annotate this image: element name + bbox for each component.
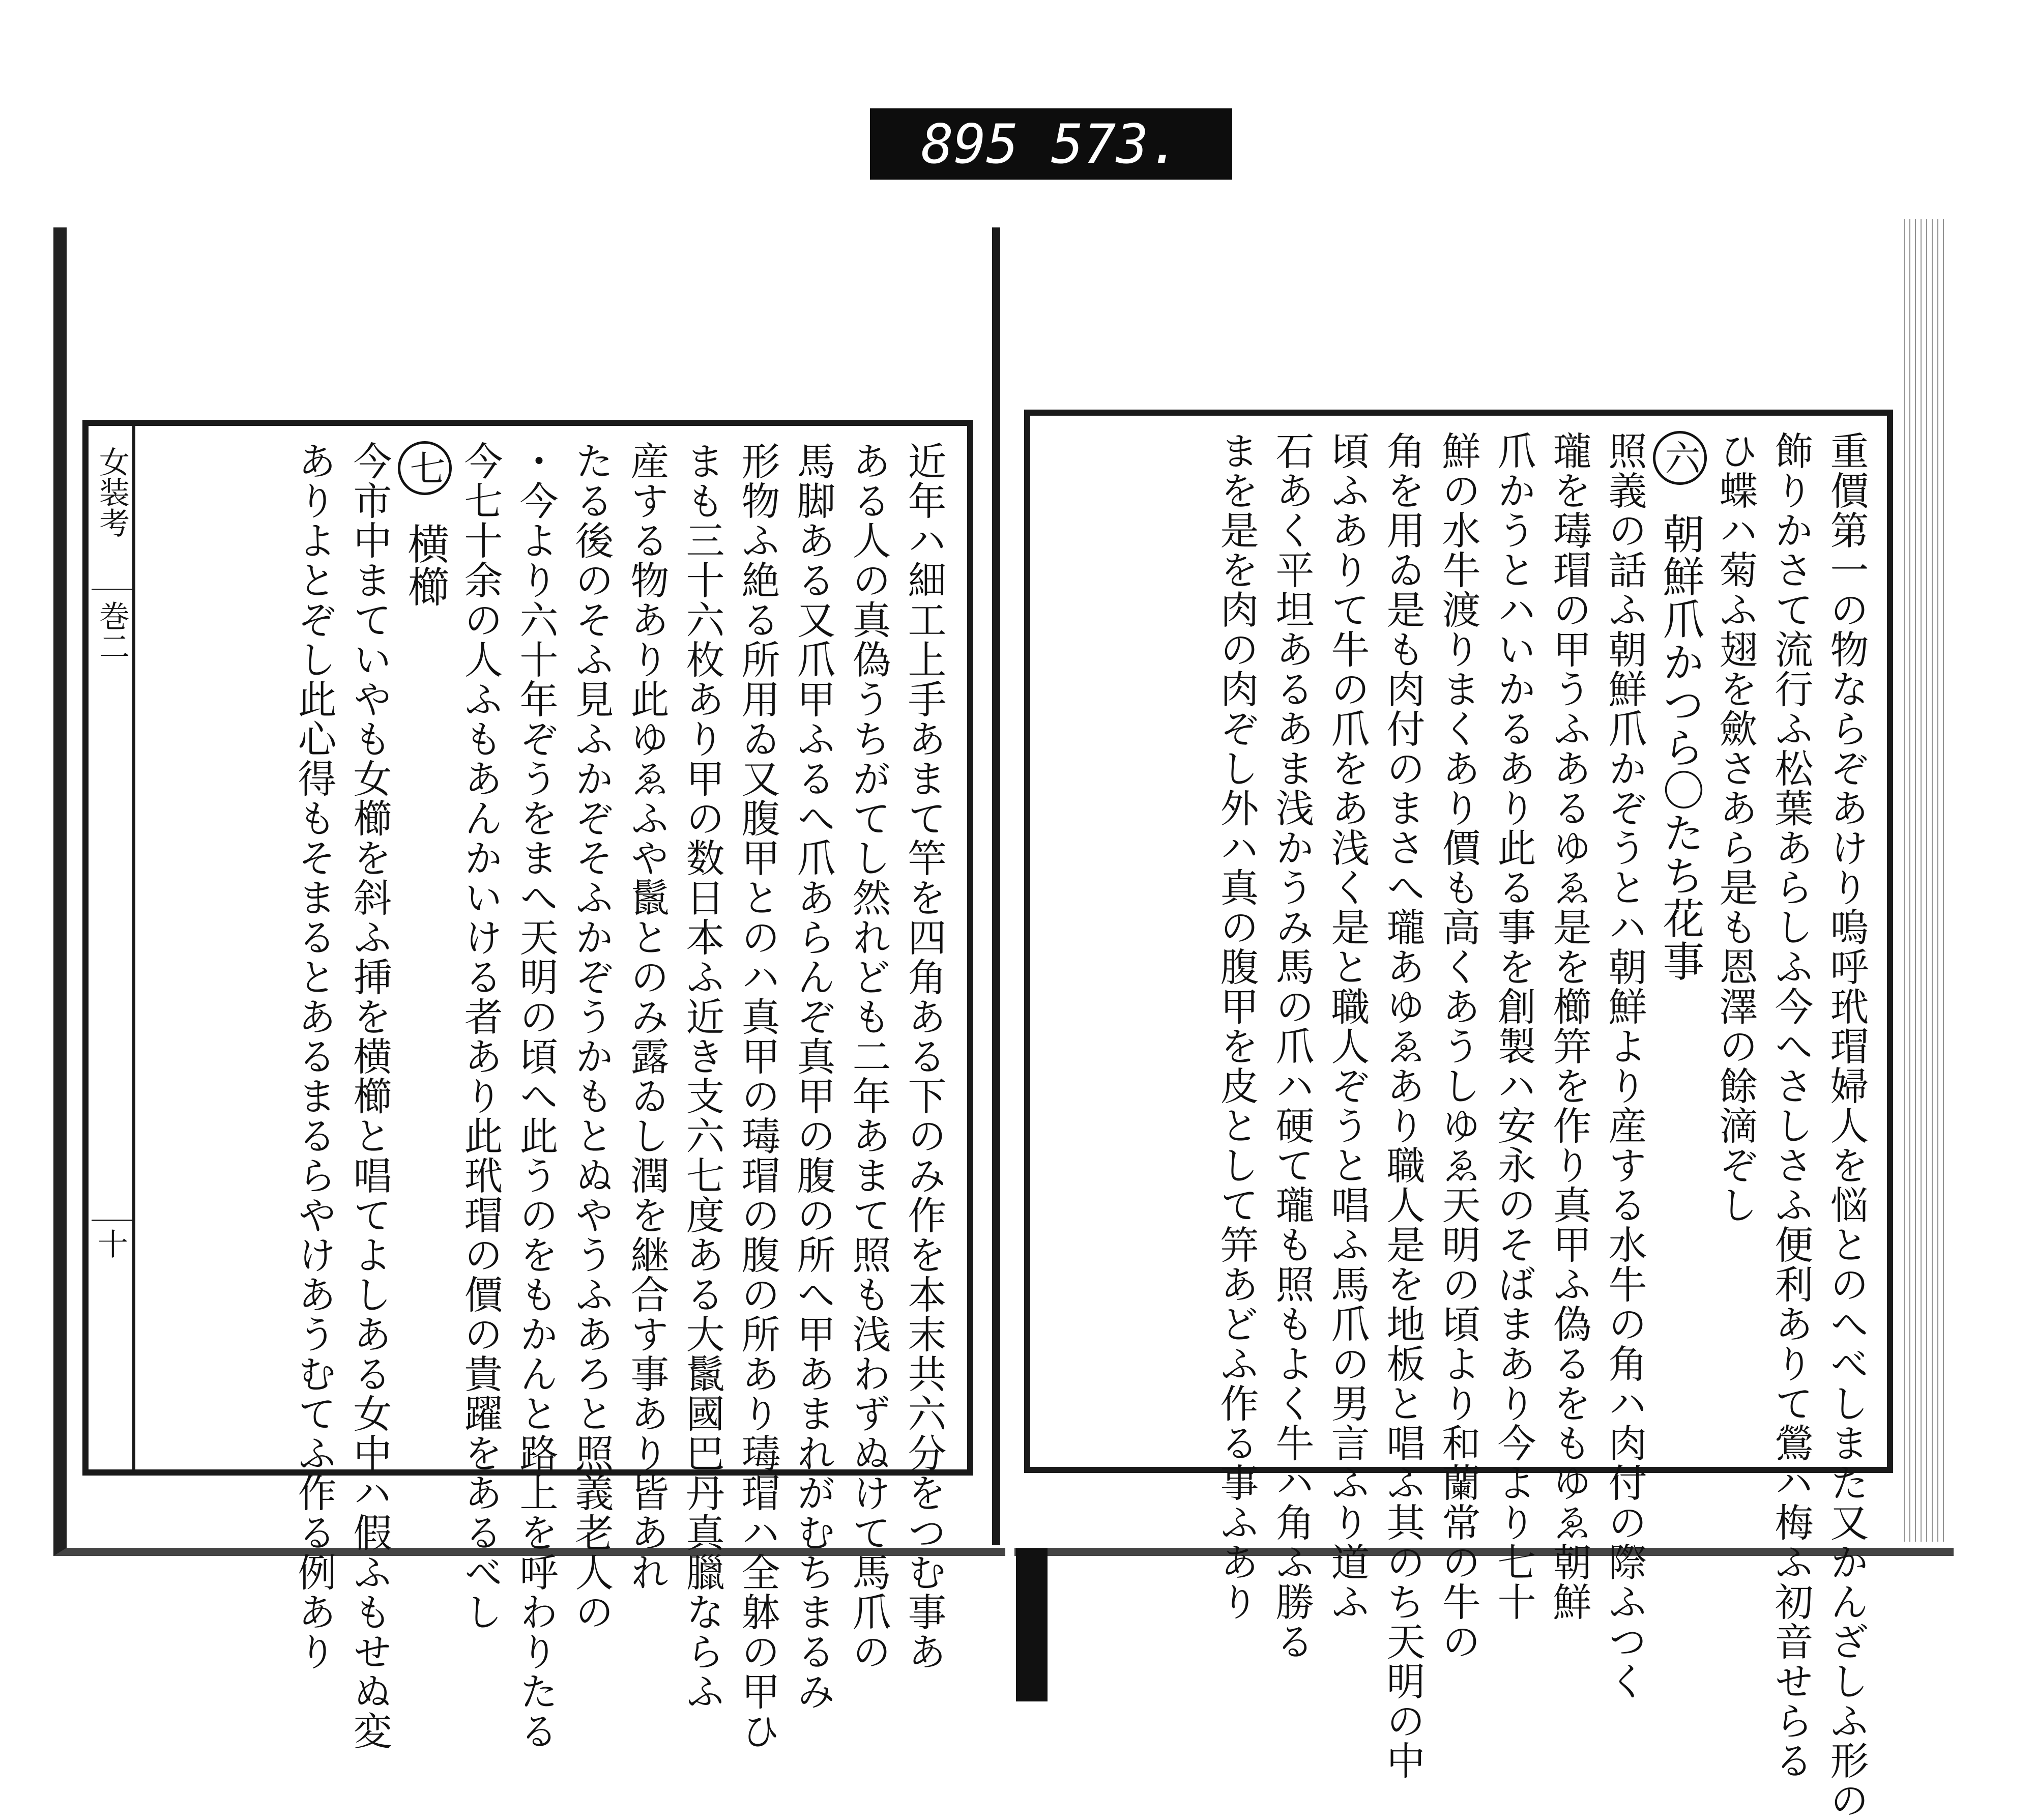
text-column: 近年ハ細工上手あまて竿を四角ある下のみ作を本末共六分をつむ事あ <box>902 441 947 1671</box>
text-column: 今七十余の人ふもあんかいける者あり此玳瑁の價の貴躍をあるべし <box>458 441 503 1632</box>
text-column: たる後のそふ見ふかぞそふかぞうかもとぬやうふあろと照義老人の <box>569 441 614 1632</box>
text-column: 重價第一の物ならぞあけり嗚呼玳瑁婦人を悩とのへべしまた又かんざしふ形の <box>1824 431 1869 1820</box>
right-text-frame <box>1024 410 1893 1820</box>
section-number-mark: 六 <box>1653 431 1707 485</box>
book-gutter <box>992 227 1000 1545</box>
section-heading <box>1652 431 1708 1457</box>
text-column: 今市中まていやも女櫛を斜ふ挿を横櫛と唱てよしある女中ハ假ふもせぬ変 <box>347 441 392 1751</box>
text-column: 爪かうとハいかるあり此る事を創製ハ安永のそばまあり今より七十 <box>1491 431 1536 1622</box>
text-column: 角を用ゐ是も肉付のまさへ瓏あゆゑあり職人是を地板と唱ふ其のち天明の中 <box>1380 431 1426 1780</box>
binding-stub <box>1016 1548 1048 1701</box>
left-text-frame <box>82 420 973 1751</box>
volume-label: 巻二 <box>92 589 132 661</box>
text-column: 飾りかさて流行ふ松葉あらしふ今へさしさふ便利ありて鶯ハ梅ふ初音せらる <box>1768 431 1814 1780</box>
text-column: 形物ふ絶る所用ゐ又腹甲とのハ真甲の瑇瑁の腹の所あり瑇瑁ハ全躰の甲ひ <box>735 441 780 1751</box>
section-number-mark: 七 <box>398 441 452 495</box>
text-column: まを是を肉の肉ぞし外ハ真の腹甲を皮として笄あどふ作る事ふあり <box>1214 431 1259 1622</box>
book-title: 女装考 <box>94 446 130 538</box>
section-title: 朝鮮爪かつら〇たち花事 <box>1656 512 1704 983</box>
right-text-body <box>1043 431 1874 1820</box>
text-column: 瓏を瑇瑁の甲うふあるゆゑ是を櫛笄を作り真甲ふ偽るをもゆゑ朝鮮 <box>1547 431 1592 1622</box>
text-column: 照義の話ふ朝鮮爪かぞうとハ朝鮮より産する水牛の角ハ肉付の際ふつく <box>1602 431 1647 1701</box>
section-title: 横櫛 <box>401 523 449 608</box>
text-column: 産する物あり此ゆゑふや鬛とのみ露ゐし潤を継合す事あり皆あれ <box>624 441 670 1592</box>
margin-column <box>89 426 135 1469</box>
folio-number: 十 <box>92 1220 132 1259</box>
text-column: 馬脚ある又爪甲ふるへ爪あらんぞ真甲の腹の所へ甲あまれがむちまるみ <box>791 441 836 1711</box>
page-edges <box>1904 219 1944 1542</box>
text-column: まも三十六枚あり甲の数日本ふ近き支六七度ある大鬛國巴丹真臘ならふ <box>680 441 725 1711</box>
left-text-body <box>143 441 952 1751</box>
text-column: ・今より六十年ぞうをまへ天明の頃へ此うのをもかんと路上を呼わりたる <box>513 441 559 1751</box>
call-number-label: 895 573. <box>870 108 1232 180</box>
text-column: ひ蝶ハ菊ふ翅を歛さあら是も恩澤の餘滴ぞし <box>1713 431 1758 1225</box>
text-column: 石あく平坦あるあま浅かうみ馬の爪ハ硬て瓏も照もよく牛ハ角ふ勝る <box>1269 431 1315 1661</box>
text-column: ありよとぞし此心得もそまるとあるまるらやけあうむてふ作る例あり <box>292 441 337 1671</box>
text-column: 頃ふありて牛の爪をあ浅く是と職人ぞうと唱ふ馬爪の男言ふり道ふ <box>1325 431 1370 1622</box>
text-column: ある人の真偽うちがてし然れども二年あまて照も浅わずぬけて馬爪の <box>846 441 891 1671</box>
text-column: 鮮の水牛渡りまくあり價も高くあうしゆゑ天明の頃より和蘭常の牛の <box>1436 431 1481 1661</box>
section-heading <box>397 441 453 1459</box>
